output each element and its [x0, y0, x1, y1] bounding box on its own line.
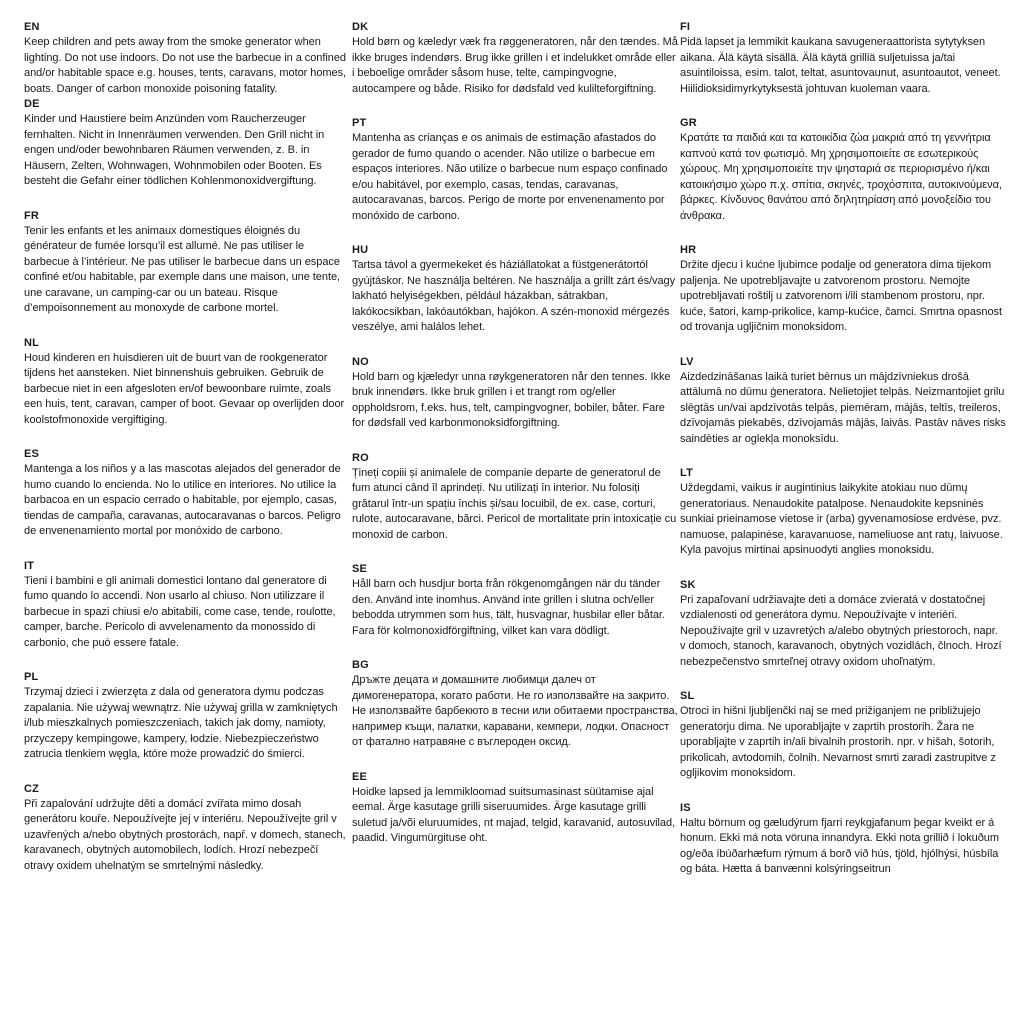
warning-block-dk — [352, 20, 678, 97]
warning-text: Tieni i bambini e gli animali domestici lontano dal generatore di fumo quando lo accendi. Non usarlo al chiuso. Non utilizzare il barbecue in spazi chiusi e/o abitabili, come case, tende, roulotte, camper, barche. Pericolo di avvelenamento da monossido di carbonio, che può essere fatale. — [24, 574, 336, 649]
warning-block-fr — [24, 209, 350, 317]
warning-text: Pidä lapset ja lemmikit kaukana savugeneraattorista sytytyksen aikana. Älä käytä sisällä. Älä käytä grilliä suljetuissa ja/tai asuintiloissa, esim. talot, teltat, asuntovaunut, asuntoautot, veneet. Hiilidioksidimyrkytyksestä johtuvan kuoleman vaara. — [680, 36, 1001, 95]
warning-text: Hold barn og kjæledyr unna røykgeneratoren når den tennes. Ikke bruk innendørs. Ikke bruk grillen i et trangt rom og/eller oppholdsrom, f.eks. hus, telt, campingvogner, bobiler, båter. Fare for dødsfall ved karbonmonoksidforgiftning. — [352, 370, 671, 429]
warning-block-de — [24, 97, 350, 190]
language-code: ES — [24, 448, 40, 460]
warning-text: Hold børn og kæledyr væk fra røggeneratoren, når den tændes. Må ikke bruges indendørs. Brug ikke grillen i et indelukket område eller i beboelige områder såsom huse, telte, campingvogne, autocampere og både. Risiko for dødsfald ved kulilteforgiftning. — [352, 36, 678, 95]
column-3 — [680, 20, 1006, 878]
language-code: DK — [352, 21, 369, 33]
language-code: SE — [352, 563, 368, 575]
language-code: FI — [680, 21, 691, 33]
warning-block-ee — [352, 770, 678, 847]
warning-text: Mantenga a los niños y a las mascotas alejados del generador de humo cuando lo encienda. No lo utilice en interiores. No utilice la barbacoa en un espacio cerrado o habitable, por ejemplo, casas, tiendas de campaña, caravanas, autocaravanas o barcos. Peligro de envenenamiento mortal por monóxido de carbono. — [24, 463, 341, 537]
warning-text: Hoidke lapsed ja lemmikloomad suitsumasinast süütamise ajal eemal. Ärge kasutage grilli siseruumides. Ärge kasutage grilli suletud ja/või eluruumides, nt majad, telgid, karavanid, autosuvilad, paadid. Vingumürgituse oht. — [352, 785, 676, 844]
language-code: LV — [680, 355, 694, 368]
warning-block-sk — [680, 578, 1006, 671]
language-code: EN — [24, 21, 40, 33]
warning-block-nl — [24, 336, 350, 429]
warning-text: Haltu börnum og gæludýrum fjarri reykgjafanum þegar kveikt er á honum. Ekki má nota vöruna innandyra. Ekki nota grillið í lokuðum og/eða íbúðarhæfum rýmum á borð við hús, tjöld, hjólhýsi, húsbíla og báta. Hætta á banvænni kolsýringseitrun — [680, 816, 999, 875]
language-code: IS — [680, 801, 691, 814]
warning-text: Uždegdami, vaikus ir augintinius laikykite atokiau nuo dūmų generatoriaus. Nenaudokite patalpose. Nenaudokite kepsninės sunkiai prieinamose vietose ir (arba) gyvenamosiose erdvėse, pvz. namuose, palapinėse, karavanuose, nameliuose ant ratų, laivuose. Kyla pavojus mirtinai apsinuodyti anglies monoksidu. — [680, 482, 1003, 556]
warning-text: Дръжте децата и домашните любимци далеч от димогенератора, когато работи. Не го използвайте на закрито. Не използвайте барбекюто в тесни или обитаеми пространства, например къщи, палатки, каравани, кемпери, лодки. Опасност от фатално натравяне с въглероден оксид. — [352, 674, 678, 748]
warning-text: Håll barn och husdjur borta från rökgenomgången när du tänder den. Använd inte inomhus. Använd inte grillen i slutna och/eller bebodda utrymmen som hus, tält, husvagnar, husbilar eller båtar. Fara för kolmonoxidförgiftning, vilket kan vara dödligt. — [352, 578, 665, 637]
warning-block-bg — [352, 658, 678, 751]
warning-text: Držite djecu i kućne ljubimce podalje od generatora dima tijekom paljenja. Ne upotrebljavajte u zatvorenom prostoru. Nemojte upotrebljavati roštilj u zatvorenom i/ili stambenom prostoru, npr. kuće, šatori, kamp-prikolice, kamp-kućice, čamci. Smrtna opasnost od trovanja ugljičnim monoksidom. — [680, 259, 1002, 333]
warning-block-en — [24, 20, 350, 97]
column-2 — [352, 20, 678, 847]
language-code: FR — [24, 209, 40, 222]
warning-block-lv — [680, 355, 1006, 448]
language-code: HR — [680, 244, 697, 256]
warning-text: Aizdedzināšanas laikā turiet bērnus un mājdzīvniekus drošā attālumā no dūmu ģeneratora. Nelietojiet telpās. Neizmantojiet grilu slēgtās un/vai apdzīvotās telpās, piemēram, mājās, teltīs, treileros, dzīvojamās piekabēs, dzīvojamās mājās, laivās. Pastāv nāves risks saindēties ar oglekļa monoksīdu. — [680, 370, 1006, 445]
warning-block-pl — [24, 670, 350, 763]
language-code: HU — [352, 244, 369, 256]
warning-block-is — [680, 801, 1006, 878]
warning-block-it — [24, 559, 350, 652]
language-code: PT — [352, 117, 367, 129]
warning-block-es — [24, 447, 350, 540]
language-code: BG — [352, 659, 369, 671]
warning-text: Tenir les enfants et les animaux domestiques éloignés du générateur de fumée lorsqu’il est allumé. Ne pas utiliser le barbecue à l’intérieur. Ne pas utiliser le barbecue dans un espace confiné et/ou habitable, par exemple dans une maison, une tente, une caravane, un camping-car ou un bateau. Risque d’empoisonnement au monoxyde de carbone mortel. — [24, 224, 341, 314]
warning-text: Pri zapaľovaní udržiavajte deti a domáce zvieratá v dostatočnej vzdialenosti od generátora dymu. Nepoužívajte v interiéri. Nepoužívajte gril v uzavretých a/alebo obytných priestoroch, napr. v domoch, stanoch, karavanoch, obytných vozidlách, člnoch. Hrozí nebezpečenstvo smrteľnej otravy oxidom uhoľnatým. — [680, 593, 1002, 668]
warning-block-no — [352, 355, 678, 432]
warning-text: Houd kinderen en huisdieren uit de buurt van de rookgenerator tijdens het aansteken. Niet binnenshuis gebruiken. Gebruik de barbecue niet in een afgesloten en/of bewoonbare ruimte, zoals een huis, tent, caravan, camper of boot. Gevaar op overlijden door koolstofmonoxide vergiftiging. — [24, 351, 345, 426]
warning-block-cz — [24, 782, 350, 875]
warning-block-se — [352, 562, 678, 639]
warning-text: Tartsa távol a gyermekeket és háziállatokat a füstgenerátortól gyújtáskor. Ne használja beltéren. Ne használja a grillt zárt és/vagy lakható helyiségekben, például házakban, sátrakban, lakókocsikban, lakóautókban, hajókon. A szén-monoxid mérgezés veszélye, ami halálos lehet. — [352, 259, 676, 333]
warning-block-fi — [680, 20, 1006, 97]
language-code: EE — [352, 770, 368, 783]
language-code: NL — [24, 336, 40, 349]
language-code: NO — [352, 355, 369, 368]
language-code: DE — [24, 98, 40, 110]
language-code: SL — [680, 690, 695, 702]
language-code: IT — [24, 559, 35, 572]
warning-text: Kinder und Haustiere beim Anzünden vom Raucherzeuger fernhalten. Nicht in Innenräumen verwenden. Den Grill nicht in engen und/oder bewohnbaren Räumen verwenden, z. B. in Häusern, Zelten, Wohnwagen, Wohnmobilen oder Booten. Es besteht die Gefahr einer tödlichen Kohlenmonoxidvergiftung. — [24, 113, 325, 187]
warning-block-lt — [680, 466, 1006, 559]
warning-block-hu — [352, 243, 678, 336]
warning-block-gr — [680, 116, 1006, 224]
warning-block-ro — [352, 451, 678, 544]
warning-text: Țineți copiii și animalele de companie departe de generatorul de fum atunci când îl aprindeți. Nu utilizați în interior. Nu folosiți grătarul într-un spațiu închis și/sau locuibil, de ex. case, corturi, rulote, autocaravane, bărci. Pericol de mortalitate prin intoxicație cu monoxid de carbon. — [352, 466, 677, 541]
warning-block-pt — [352, 116, 678, 224]
warning-block-hr — [680, 243, 1006, 336]
warning-block-sl — [680, 689, 1006, 782]
warning-text: Κρατάτε τα παιδιά και τα κατοικίδια ζώα μακριά από τη γεννήτρια καπνού κατά τον φωτισμό. Μη χρησιμοποιείτε σε εσωτερικούς χώρους. Μη χρησιμοποιείτε την ψησταριά σε περιορισμένο ή/και κατοικήσιμο χώρο π.χ. σπίτια, σκηνές, τροχόσπιτα, αυτοκινούμενα, βάρκες. Κίνδυνος θανάτου από δηλητηρίαση από μονοξείδιο του άνθρακα. — [680, 132, 1002, 222]
column-1 — [24, 20, 350, 874]
language-code: RO — [352, 451, 369, 464]
language-code: LT — [680, 467, 694, 479]
language-code: SK — [680, 578, 696, 591]
warning-text: Trzymaj dzieci i zwierzęta z dala od generatora dymu podczas zapalania. Nie używaj wewnątrz. Nie używaj grilla w zamkniętych i/lub mieszkalnych pomieszczeniach, takich jak domy, namioty, przyczepy kempingowe, kampery, łodzie. Niebezpieczeństwo zatrucia tlenkiem węgla, które może prowadzić do śmierci. — [24, 686, 338, 760]
warning-text: Otroci in hišni ljubljenčki naj se med prižiganjem ne približujejo generatorju dima. Ne uporabljajte v zaprtih prostorih. Žara ne uporabljajte v zaprtih in/ali bivalnih prostorih. npr. v hišah, šotorih, prikolicah, avtodomih, čolnih. Nevarnost smrti zaradi zastrupitve z ogljikovim monoksidom. — [680, 705, 996, 779]
language-code: GR — [680, 117, 697, 129]
warning-text: Mantenha as crianças e os animais de estimação afastados do gerador de fumo quando o acender. Não utilize o barbecue em espaços interiores. Não utilize o barbecue num espaço confinado e/ou habitável, por exemplo, casas, tendas, caravanas, autocaravanas, barcos. Perigo de morte por envenenamento por monóxido de carbono. — [352, 132, 668, 222]
language-code: CZ — [24, 782, 40, 795]
language-code: PL — [24, 671, 39, 683]
warning-text: Keep children and pets away from the smoke generator when lighting. Do not use indoors. Do not use the barbecue in a confined and/or habitable space e.g. houses, tents, caravans, motor homes, boats. Danger of carbon monoxide poisoning fatality. — [24, 36, 347, 95]
warning-text: Při zapalování udržujte děti a domácí zvířata mimo dosah generátoru kouře. Nepoužívejte jej v interiéru. Nepoužívejte gril v uzavřených a/nebo obytných prostorách, např. v domech, stanech, karavanech, obytných automobilech, lodích. Hrozí nebezpečí otravy oxidem uhelnatým se smrtelnými následky. — [24, 797, 346, 872]
